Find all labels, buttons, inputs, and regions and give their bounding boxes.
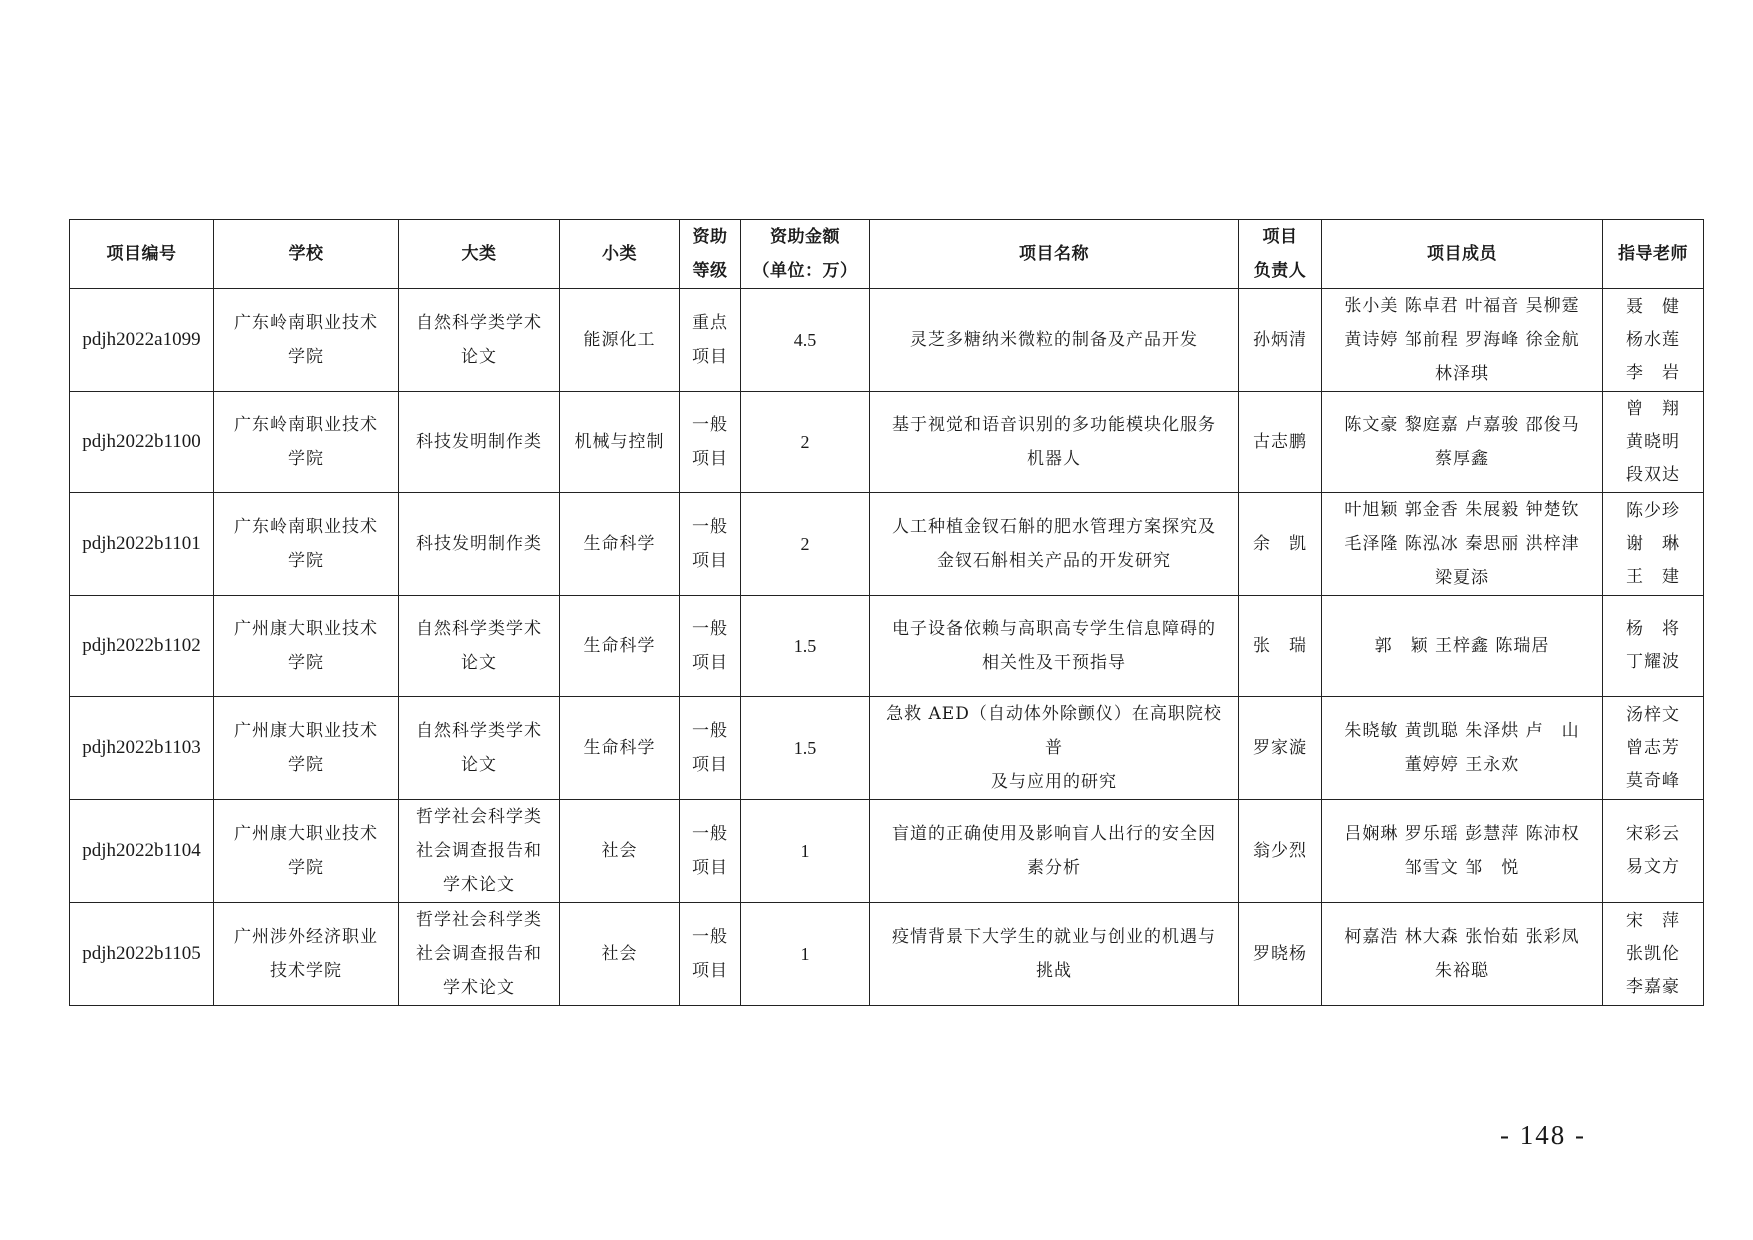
cell-line: 社会 [601,944,638,964]
cell-line: 大类 [461,244,497,264]
cell-line: 学院 [288,858,324,878]
cell-line: 项目 [692,551,728,571]
cell-line: 项目名称 [1019,244,1089,264]
cell-line: （单位：万） [752,261,858,281]
cell-line: 急救 AED（自动体外除颤仪）在高职院校普 [886,704,1222,758]
cell-project-members [1322,903,1603,1006]
table-row [70,392,1704,493]
cell-subcategory [560,903,680,1006]
cell-line: 宋 萍 [1626,910,1680,931]
cell-line: 资助金额 [770,227,840,247]
cell-line: 毛泽隆 陈泓冰 秦思丽 洪梓津 [1344,534,1580,554]
cell-line: 金钗石斛相关产品的开发研究 [937,551,1171,571]
cell-advisors [1603,697,1704,800]
page-number: - 148 - [1500,1120,1586,1150]
header-school [214,220,399,289]
cell-line: 疫情背景下大学生的就业与创业的机遇与 [892,927,1216,947]
cell-line: 丁耀波 [1626,652,1680,672]
cell-funding-amount: 2 [741,493,870,596]
cell-school [214,596,399,697]
table-row [70,493,1704,596]
cell-project-name [870,903,1239,1006]
cell-line: 段双达 [1626,464,1680,485]
cell-line: 张凯伦 [1626,943,1680,964]
cell-line: 宋彩云 [1626,824,1680,844]
cell-line: 一般 [692,415,728,435]
cell-line: 自然科学类学术 [416,721,542,741]
cell-line: 自然科学类学术 [416,313,542,333]
cell-line: 董婷婷 王永欢 [1404,755,1520,775]
cell-line: 一般 [692,619,728,639]
cell-line: 一般 [692,824,728,844]
cell-project-leader: 张 瑞 [1239,596,1322,697]
cell-project-name [870,697,1239,800]
cell-category [399,493,560,596]
header-advisors [1603,220,1704,289]
cell-line: 生命科学 [583,636,656,656]
cell-project-leader: 孙炳清 [1239,289,1322,392]
cell-line: 广东岭南职业技术 [234,517,378,537]
header-project-code [70,220,214,289]
cell-line: 能源化工 [583,330,656,350]
cell-line: 人工种植金钗石斛的肥水管理方案探究及 [892,517,1216,537]
cell-line: 项目 [692,755,728,775]
cell-project-leader: 罗家漩 [1239,697,1322,800]
cell-line: 盲道的正确使用及影响盲人出行的安全因 [892,824,1216,844]
project-table [69,219,1704,1006]
cell-line: 挑战 [1036,961,1072,981]
cell-funding-level [680,493,741,596]
cell-line: 学院 [288,449,324,469]
cell-line: 一般 [692,721,728,741]
table-header [70,220,1704,289]
cell-line: 李 岩 [1626,362,1680,383]
cell-line: 项目 [692,347,728,367]
cell-funding-amount: 1 [741,800,870,903]
cell-line: 生命科学 [583,738,656,758]
header-project-name [870,220,1239,289]
cell-line: 聂 健 [1626,296,1680,317]
header-subcategory [560,220,680,289]
cell-line: 学院 [288,653,324,673]
cell-line: 黄晓明 [1626,431,1680,452]
cell-line: 陈少珍 [1626,500,1680,521]
cell-school [214,289,399,392]
header-project-members [1322,220,1603,289]
cell-line: 张小美 陈卓君 叶福音 吴柳霆 [1344,296,1580,316]
cell-subcategory [560,800,680,903]
cell-project-code: pdjh2022b1103 [70,697,214,800]
cell-line: 邹雪文 邹 悦 [1404,858,1520,878]
cell-line: 论文 [461,653,497,673]
cell-line: 及与应用的研究 [991,772,1117,792]
cell-funding-amount: 4.5 [741,289,870,392]
cell-line: 易文方 [1626,857,1680,877]
cell-school [214,697,399,800]
cell-line: 生命科学 [583,534,656,554]
cell-line: 基于视觉和语音识别的多功能模块化服务 [892,415,1216,435]
cell-project-members [1322,596,1603,697]
cell-line: 蔡厚鑫 [1435,449,1489,469]
cell-line: 项目 [1262,227,1298,247]
table-row [70,697,1704,800]
cell-line: 王 建 [1626,566,1680,587]
cell-project-code: pdjh2022a1099 [70,289,214,392]
cell-line: 杨水莲 [1626,329,1680,350]
cell-line: 论文 [461,347,497,367]
cell-advisors [1603,596,1704,697]
cell-line: 学院 [288,551,324,571]
cell-funding-amount: 1 [741,903,870,1006]
cell-line: 小类 [602,244,637,264]
cell-subcategory [560,493,680,596]
cell-line: 朱晓敏 黄凯聪 朱泽烘 卢 山 [1344,721,1580,741]
cell-category [399,800,560,903]
cell-line: 等级 [692,261,728,281]
header-funding-amount [741,220,870,289]
cell-funding-amount: 2 [741,392,870,493]
cell-line: 科技发明制作类 [416,432,542,452]
cell-line: 自然科学类学术 [416,619,542,639]
cell-project-name [870,493,1239,596]
table-row [70,903,1704,1006]
cell-advisors [1603,493,1704,596]
cell-line: 负责人 [1253,261,1307,281]
cell-school [214,493,399,596]
header-funding-level [680,220,741,289]
cell-funding-amount: 1.5 [741,596,870,697]
cell-project-name [870,596,1239,697]
table-row [70,289,1704,392]
table-row [70,800,1704,903]
cell-project-code: pdjh2022b1104 [70,800,214,903]
cell-line: 黄诗婷 邹前程 罗海峰 徐金航 [1344,330,1580,350]
cell-line: 社会 [601,841,638,861]
cell-project-code: pdjh2022b1105 [70,903,214,1006]
cell-funding-amount: 1.5 [741,697,870,800]
cell-category [399,289,560,392]
cell-line: 莫奇峰 [1626,770,1680,791]
cell-project-members [1322,289,1603,392]
cell-category [399,596,560,697]
cell-category [399,697,560,800]
cell-line: 汤梓文 [1626,704,1680,725]
cell-project-leader: 余 凯 [1239,493,1322,596]
cell-funding-level [680,697,741,800]
cell-advisors [1603,392,1704,493]
cell-line: 吕娴琳 罗乐瑶 彭慧萍 陈沛权 [1344,824,1580,844]
cell-line: 曾志芳 [1626,737,1680,758]
cell-line: 学院 [288,347,324,367]
cell-funding-level [680,392,741,493]
cell-line: 一般 [692,927,728,947]
cell-line: 哲学社会科学类 [416,910,542,930]
cell-advisors [1603,289,1704,392]
cell-project-name [870,392,1239,493]
cell-school [214,903,399,1006]
cell-advisors [1603,903,1704,1006]
cell-line: 技术学院 [270,961,342,981]
cell-line: 广东岭南职业技术 [234,415,378,435]
cell-project-leader: 罗晓杨 [1239,903,1322,1006]
cell-line: 一般 [692,517,728,537]
cell-category [399,903,560,1006]
cell-line: 广东岭南职业技术 [234,313,378,333]
cell-line: 项目 [692,653,728,673]
cell-funding-level [680,289,741,392]
cell-line: 社会调查报告和 [416,944,542,964]
cell-funding-level [680,903,741,1006]
cell-line: 项目 [692,449,728,469]
cell-project-members [1322,800,1603,903]
cell-line: 学术论文 [443,978,515,998]
cell-project-leader: 古志鹏 [1239,392,1322,493]
cell-project-members [1322,493,1603,596]
cell-line: 学术论文 [443,875,515,895]
cell-line: 朱裕聪 [1435,961,1489,981]
cell-subcategory [560,596,680,697]
cell-line: 机器人 [1027,449,1081,469]
cell-subcategory [560,392,680,493]
header-project-leader [1239,220,1322,289]
cell-project-code: pdjh2022b1101 [70,493,214,596]
cell-line: 梁夏添 [1435,568,1489,588]
cell-project-members [1322,392,1603,493]
cell-project-leader: 翁少烈 [1239,800,1322,903]
cell-advisors [1603,800,1704,903]
cell-project-members [1322,697,1603,800]
cell-line: 杨 将 [1626,619,1680,639]
cell-line: 学院 [288,755,324,775]
cell-line: 哲学社会科学类 [416,807,542,827]
table-row [70,596,1704,697]
cell-line: 曾 翔 [1626,398,1680,419]
cell-line: 李嘉豪 [1626,976,1680,997]
cell-funding-level [680,596,741,697]
cell-line: 林泽琪 [1435,364,1489,384]
cell-line: 灵芝多糖纳米微粒的制备及产品开发 [910,330,1198,350]
cell-line: 广州康大职业技术 [234,619,378,639]
cell-line: 叶旭颖 郭金香 朱展毅 钟楚钦 [1344,500,1580,520]
cell-category [399,392,560,493]
header-category [399,220,560,289]
table-body [70,289,1704,1006]
cell-line: 重点 [692,313,728,333]
cell-line: 学校 [288,244,324,264]
cell-project-name [870,289,1239,392]
cell-line: 陈文豪 黎庭嘉 卢嘉骏 邵俊马 [1344,415,1580,435]
cell-line: 素分析 [1027,858,1081,878]
cell-line: 广州康大职业技术 [234,721,378,741]
cell-line: 论文 [461,755,497,775]
cell-line: 社会调查报告和 [416,841,542,861]
cell-line: 谢 琳 [1626,533,1680,554]
cell-line: 项目成员 [1427,244,1497,264]
cell-line: 机械与控制 [574,432,665,452]
cell-funding-level [680,800,741,903]
cell-project-code: pdjh2022b1102 [70,596,214,697]
cell-line: 科技发明制作类 [416,534,542,554]
header-row [70,220,1704,289]
cell-line: 项目编号 [106,244,177,264]
cell-project-code: pdjh2022b1100 [70,392,214,493]
cell-line: 指导老师 [1618,244,1688,264]
cell-line: 项目 [692,961,728,981]
cell-line: 相关性及干预指导 [982,653,1126,673]
cell-line: 电子设备依赖与高职高专学生信息障碍的 [892,619,1216,639]
cell-line: 广州康大职业技术 [234,824,378,844]
cell-line: 项目 [692,858,728,878]
cell-school [214,800,399,903]
cell-line: 郭 颖 王梓鑫 陈瑞居 [1374,636,1550,656]
cell-subcategory [560,289,680,392]
cell-project-name [870,800,1239,903]
cell-line: 资助 [692,227,728,247]
cell-line: 广州涉外经济职业 [234,927,378,947]
cell-school [214,392,399,493]
cell-line: 柯嘉浩 林大森 张怡茹 张彩凤 [1344,927,1580,947]
cell-subcategory [560,697,680,800]
